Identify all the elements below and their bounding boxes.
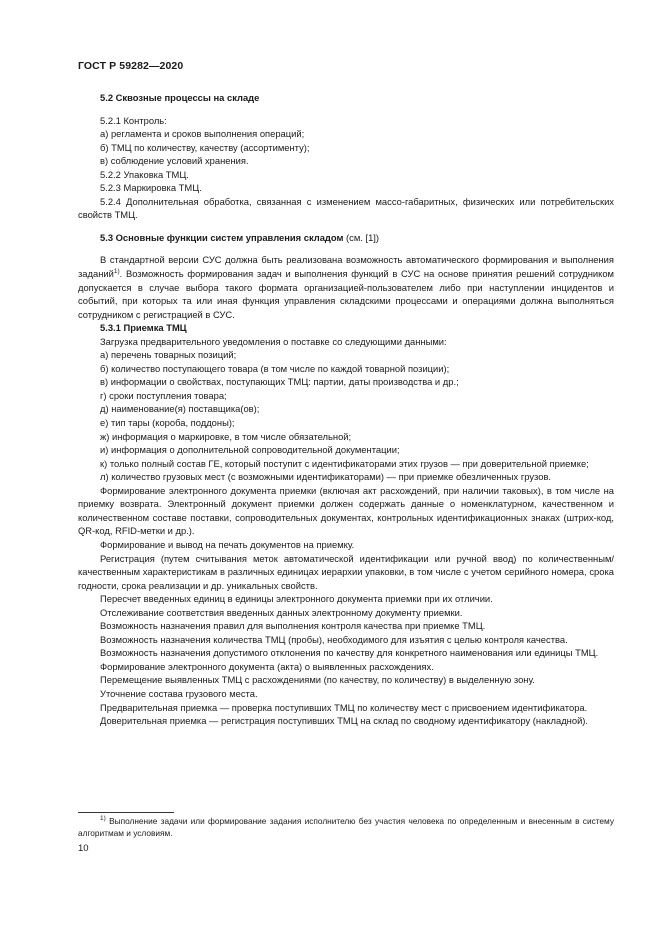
list-item: б) количество поступающего товара (в том числе по каждой товарной позиции); <box>100 362 450 374</box>
footnote-reference: 1) <box>113 267 120 275</box>
paragraph: Перемещение выявленных ТМЦ с расхождениями (по качеству, по количеству) в выделенную зону. <box>100 674 535 686</box>
section-5-3-heading-ref: (см. [1]) <box>343 231 380 243</box>
paragraph: Возможность назначения допустимого отклонения по качеству для конкретного наименования или единицы ТМЦ. <box>100 647 599 659</box>
page-header-standard-number: ГОСТ Р 59282—2020 <box>78 60 184 72</box>
list-item: а) перечень товарных позиций; <box>100 349 237 361</box>
paragraph: Формирование электронного документа приемки (включая акт расхождений, при наличии таковых), в том числе на приемку возврата. Электронный документ приемки должен содержать данные о номенклатурном, качественном и количественном составе поставки, сопроводительных документах, контрольных идентификационных знаках (штрих-код, QR-код, RFID-метки и др.). <box>78 484 614 537</box>
list-item: в) информации о свойствах, поступающих ТМЦ: партии, даты производства и др.; <box>100 376 459 388</box>
section-5-2-line: 5.2.2 Упаковка ТМЦ. <box>100 168 189 180</box>
paragraph: Регистрация (путем считывания меток автоматической идентификации или ручной ввод) по количественным/качественным характеристикам в различных единицах иерархии упаковки, в том числе с учетом серийного номера, срока годности, срока реализации и др. уникальных свойств. <box>78 552 614 591</box>
paragraph: Доверительная приемка — регистрация поступивших ТМЦ на склад по сводному идентификатору (накладной). <box>100 715 589 727</box>
section-5-2-line: 5.2.3 Маркировка ТМЦ. <box>100 182 202 194</box>
paragraph: Уточнение состава грузового места. <box>100 687 258 699</box>
list-item: д) наименование(я) поставщика(ов); <box>100 403 260 415</box>
paragraph: Формирование и вывод на печать документов на приемку. <box>100 538 355 550</box>
paragraph: Отслеживание соответствия введенных данных электронному документу приемки. <box>100 606 463 618</box>
paragraph: Возможность назначения правил для выполнения контроля качества при приемке ТМЦ. <box>100 620 486 632</box>
intro-text-before: В стандартной версии СУС должна быть реализована возможность автоматического формирования и выполнения заданий <box>78 254 614 280</box>
page-number: 10 <box>78 843 89 854</box>
section-5-3-intro <box>78 253 614 321</box>
list-item: г) сроки поступления товара; <box>100 389 227 401</box>
section-5-2-line: в) соблюдение условий хранения. <box>100 155 249 167</box>
list-item: л) количество грузовых мест (с возможными идентификаторами) — при приемке обезличенных грузов. <box>100 471 552 483</box>
section-5-3-heading-text: 5.3 Основные функции систем управления складом <box>100 231 344 243</box>
section-5-2-line: 5.2.1 Контроль: <box>100 114 167 126</box>
section-5-2-line: 5.2.4 Дополнительная обработка, связанная с изменением массо-габаритных, физических или потребительских свойств ТМЦ. <box>78 195 614 221</box>
paragraph: Предварительная приемка — проверка поступивших ТМЦ по количеству мест с присвоением идентификатора. <box>100 701 588 713</box>
intro-text-after: . Возможность формирования задач и выполнения функций в СУС на основе принятия решений сотрудником допускается в случае выбора такого формата организацией-пользователем либо при наступлении инцидентов и событий, при которых та или иная функция управления складскими процессами и операциями должна выполняться сотрудником с регистрацией в СУС. <box>78 268 614 320</box>
list-item: ж) информация о маркировке, в том числе обязательной; <box>100 430 352 442</box>
footnote-divider <box>78 812 174 813</box>
section-5-3-1-heading: 5.3.1 Приемка ТМЦ <box>100 322 187 334</box>
section-5-2-line: а) регламента и сроков выполнения операций; <box>100 128 305 140</box>
footnote <box>78 816 614 839</box>
footnote-mark: 1) <box>100 815 106 823</box>
list-item: е) тип тары (короба, поддоны); <box>100 417 235 429</box>
paragraph: Формирование электронного документа (акта) о выявленных расхождениях. <box>100 660 434 672</box>
section-5-3-heading <box>78 231 614 245</box>
footnote-text: Выполнение задачи или формирование задания исполнителю без участия человека по определенным и внесенным в систему алгоритмам и условиям. <box>78 816 614 838</box>
section-5-2-line: б) ТМЦ по количеству, качеству (ассортименту); <box>100 141 310 153</box>
paragraph: Пересчет введенных единиц в единицы электронного документа приемки при их отличии. <box>100 593 493 605</box>
list-item: и) информация о дополнительной сопроводительной документации; <box>100 444 400 456</box>
list-item: к) только полный состав ГЕ, который поступит с идентификаторами этих грузов — при доверительной приемке; <box>100 457 589 469</box>
paragraph: Загрузка предварительного уведомления о поставке со следующими данными: <box>100 335 447 347</box>
page-content <box>78 91 614 728</box>
section-5-2-heading: 5.2 Сквозные процессы на складе <box>100 92 260 103</box>
paragraph: Возможность назначения количества ТМЦ (пробы), необходимого для изъятия с целью контроля качества. <box>100 633 568 645</box>
